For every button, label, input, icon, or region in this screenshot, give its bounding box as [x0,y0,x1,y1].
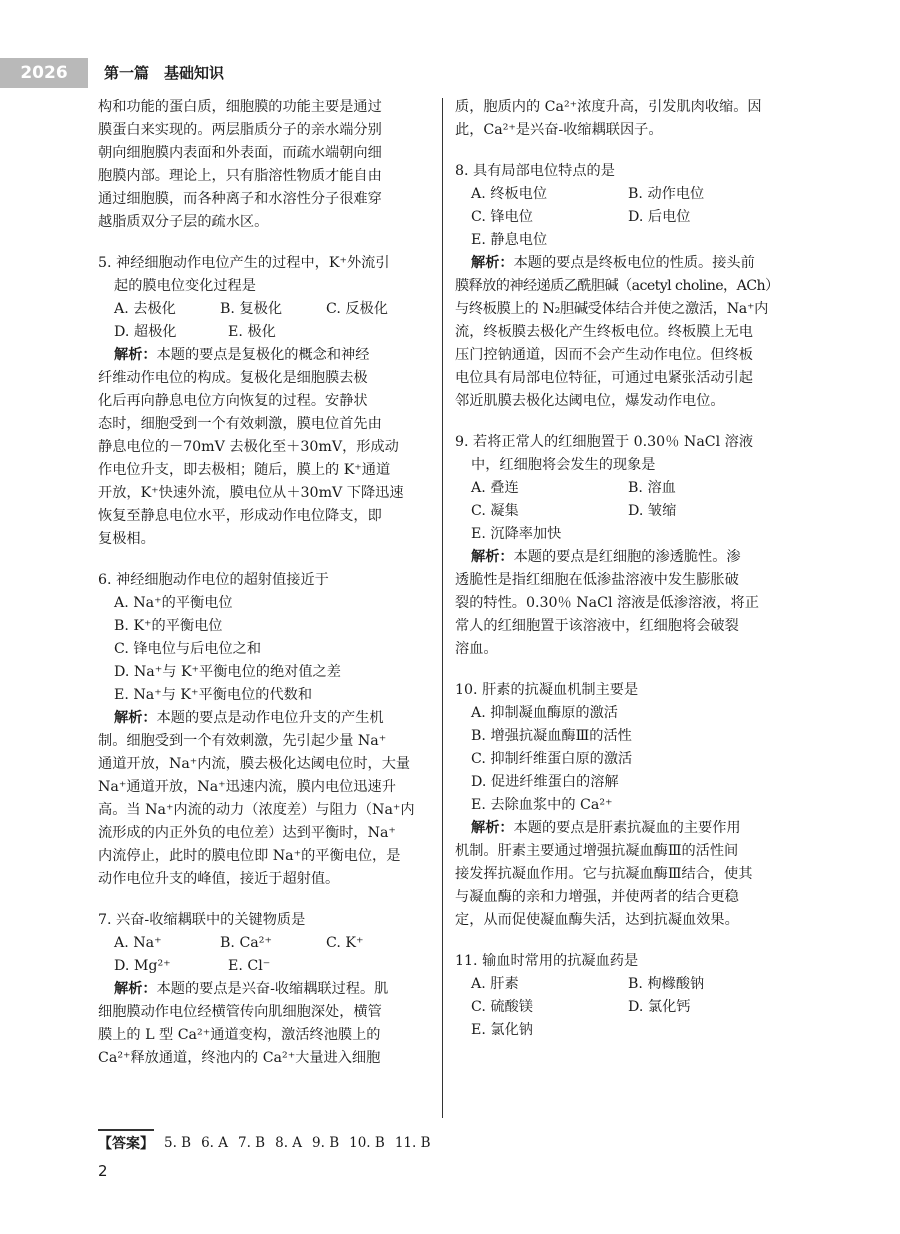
question-8 [455,160,785,413]
option-b: B. K⁺的平衡电位 [114,618,223,634]
option-b: B. 复极化 [220,301,283,317]
question-7 [98,909,432,1070]
text-line: 高。当 Na⁺内流的动力（浓度差）与阻力（Na⁺内 [98,802,415,818]
text-line: 本题的要点是肝素抗凝血的主要作用 [513,820,741,836]
question-6 [98,569,432,891]
option-c: C. K⁺ [326,935,364,951]
answer-item: 8. A [275,1135,303,1151]
options [455,973,785,1042]
text-line: 静息电位的－70mV 去极化至＋30mV，形成动 [98,439,399,455]
option-a: A. 肝素 [471,976,519,992]
text-line: 本题的要点是红细胞的渗透脆性。渗 [513,549,741,565]
text-line: 胞膜内部。理论上，只有脂溶性物质才能自由 [98,168,382,184]
text-line: 流，终板膜去极化产生终板电位。终板膜上无电 [455,324,753,340]
text-line: 作电位升支，即去极相；随后，膜上的 K⁺通道 [98,462,391,478]
option-d: D. 后电位 [628,209,691,225]
text-line: 与终板膜上的 N₂胆碱受体结合并使之激活，Na⁺内 [455,301,769,317]
explanation [455,817,785,932]
text-line: 本题的要点是复极化的概念和神经 [156,347,370,363]
answer-item: 7. B [238,1135,266,1151]
explanation-label: 解析： [471,549,514,565]
continued-paragraph [455,96,785,142]
text-line: 膜释放的神经递质乙酰胆碱（acetyl choline，ACh） [455,278,779,294]
options [98,298,432,344]
option-d: D. Mg²⁺ [114,958,171,974]
option-d: D. 氯化钙 [628,999,691,1015]
options [455,183,785,252]
text-line: 制。细胞受到一个有效刺激，先引起少量 Na⁺ [98,733,387,749]
options [455,702,785,817]
option-b: B. 增强抗凝血酶Ⅲ的活性 [471,728,632,744]
text-line: 机制。肝素主要通过增强抗凝血酶Ⅲ的活性间 [455,843,739,859]
year-tab: 2026 [0,58,88,88]
text-line: 本题的要点是终板电位的性质。接头前 [513,255,755,271]
section-title: 第一篇 基础知识 [104,64,225,82]
page-number: 2 [98,1162,108,1180]
option-a: A. 叠连 [471,480,519,496]
answer-item: 9. B [312,1135,340,1151]
text-line: 流形成的内正外负的电位差）达到平衡时，Na⁺ [98,825,396,841]
explanation [98,978,432,1070]
answer-item: 11. B [394,1135,431,1151]
option-e: E. 静息电位 [471,232,548,248]
option-b: B. 枸橼酸钠 [628,976,705,992]
text-line: 溶血。 [455,641,498,657]
question-5 [98,252,432,551]
question-title: 7. 兴奋-收缩耦联中的关键物质是 [98,912,306,928]
question-title: 5. 神经细胞动作电位产生的过程中，K⁺外流引 [98,255,390,271]
question-title: 8. 具有局部电位特点的是 [455,163,615,179]
text-line: 朝向细胞膜内表面和外表面，而疏水端朝向细 [98,145,382,161]
explanation [98,707,432,891]
answer-item: 6. A [201,1135,229,1151]
text-line: 压门控钠通道，因而不会产生动作电位。但终板 [455,347,753,363]
question-title: 6. 神经细胞动作电位的超射值接近于 [98,572,329,588]
option-b: B. 动作电位 [628,186,705,202]
text-line: 化后再向静息电位方向恢复的过程。安静状 [98,393,368,409]
option-c: C. 抑制纤维蛋白原的激活 [471,751,633,767]
text-line: 开放，K⁺快速外流，膜电位从＋30mV 下降迅速 [98,485,404,501]
question-title: 10. 肝素的抗凝血机制主要是 [455,682,639,698]
column-divider [442,98,443,1118]
text-line: 内流停止，此时的膜电位即 Na⁺的平衡电位，是 [98,848,401,864]
option-c: C. 凝集 [471,503,519,519]
text-line: 透脆性是指红细胞在低渗盐溶液中发生膨胀破 [455,572,739,588]
explanation [455,546,785,661]
option-d: D. Na⁺与 K⁺平衡电位的绝对值之差 [114,664,341,680]
explanation-label: 解析： [114,710,157,726]
option-a: A. Na⁺ [114,935,162,951]
text-line: 裂的特性。0.30％ NaCl 溶液是低渗溶液，将正 [455,595,759,611]
text-line: 构和功能的蛋白质，细胞膜的功能主要是通过 [98,99,382,115]
text-line: 复极相。 [98,531,155,547]
text-line: 本题的要点是兴奋-收缩耦联过程。肌 [156,981,389,997]
answer-key [98,1130,438,1156]
question-title: 中，红细胞将会发生的现象是 [471,457,656,473]
question-9 [455,431,785,661]
option-c: C. 硫酸镁 [471,999,533,1015]
option-e: E. 去除血浆中的 Ca²⁺ [471,797,613,813]
text-line: 此，Ca²⁺是兴奋-收缩耦联因子。 [455,122,663,138]
explanation-label: 解析： [114,981,157,997]
text-line: 电位具有局部电位特征，可通过电紧张活动引起 [455,370,753,386]
option-d: D. 超极化 [114,324,177,340]
text-line: 纤维动作电位的构成。复极化是细胞膜去极 [98,370,368,386]
text-line: 接发挥抗凝血作用。它与抗凝血酶Ⅲ结合，使其 [455,866,753,882]
question-title: 11. 输血时常用的抗凝血药是 [455,953,639,969]
question-title: 9. 若将正常人的红细胞置于 0.30％ NaCl 溶液 [455,434,754,450]
text-line: 与凝血酶的亲和力增强，并使两者的结合更稳 [455,889,739,905]
option-a: A. 终板电位 [471,186,548,202]
question-11 [455,950,785,1042]
question-10 [455,679,785,932]
explanation [455,252,785,413]
text-line: 动作电位升支的峰值，接近于超射值。 [98,871,340,887]
text-line: Ca²⁺释放通道，终池内的 Ca²⁺大量进入细胞 [98,1050,381,1066]
option-a: A. Na⁺的平衡电位 [114,595,233,611]
right-column [455,96,785,1042]
page-header [0,58,900,88]
option-a: A. 去极化 [114,301,176,317]
option-c: C. 反极化 [326,301,388,317]
option-d: D. 促进纤维蛋白的溶解 [471,774,619,790]
explanation [98,344,432,551]
option-a: A. 抑制凝血酶原的激活 [471,705,618,721]
explanation-label: 解析： [114,347,157,363]
option-e: E. 沉降率加快 [471,526,562,542]
option-e: E. Na⁺与 K⁺平衡电位的代数和 [114,687,313,703]
text-line: 膜蛋白来实现的。两层脂质分子的亲水端分别 [98,122,382,138]
text-line: 本题的要点是动作电位升支的产生机 [156,710,384,726]
option-d: D. 皱缩 [628,503,677,519]
answer-item: 10. B [349,1135,385,1151]
text-line: 细胞膜动作电位经横管传向肌细胞深处，横管 [98,1004,382,1020]
explanation-label: 解析： [471,820,514,836]
option-e: E. Cl⁻ [228,958,271,974]
text-line: 膜上的 L 型 Ca²⁺通道变构，激活终池膜上的 [98,1027,381,1043]
text-line: 邻近肌膜去极化达阈电位，爆发动作电位。 [455,393,725,409]
text-line: 态时，细胞受到一个有效刺激，膜电位首先由 [98,416,382,432]
option-b: B. Ca²⁺ [220,935,272,951]
options [98,932,432,978]
options [98,592,432,707]
question-title: 起的膜电位变化过程是 [114,278,256,294]
option-c: C. 锋电位与后电位之和 [114,641,262,657]
text-line: 恢复至静息电位水平，形成动作电位降支，即 [98,508,382,524]
text-line: 越脂质双分子层的疏水区。 [98,214,269,230]
left-column [98,96,432,1070]
intro-paragraph [98,96,432,234]
options [455,477,785,546]
text-line: 质，胞质内的 Ca²⁺浓度升高，引发肌肉收缩。因 [455,99,762,115]
answer-item: 5. B [164,1135,192,1151]
text-line: Na⁺通道开放，Na⁺迅速内流，膜内电位迅速升 [98,779,396,795]
option-b: B. 溶血 [628,480,676,496]
option-c: C. 锋电位 [471,209,533,225]
text-line: 常人的红细胞置于该溶液中，红细胞将会破裂 [455,618,739,634]
explanation-label: 解析： [471,255,514,271]
text-line: 通道开放，Na⁺内流，膜去极化达阈电位时，大量 [98,756,411,772]
option-e: E. 氯化钠 [471,1022,533,1038]
option-e: E. 极化 [228,324,276,340]
text-line: 定，从而促使凝血酶失活，达到抗凝血效果。 [455,912,739,928]
text-line: 通过细胞膜，而各种离子和水溶性分子很难穿 [98,191,382,207]
answer-label: 【答案】 [98,1129,154,1157]
